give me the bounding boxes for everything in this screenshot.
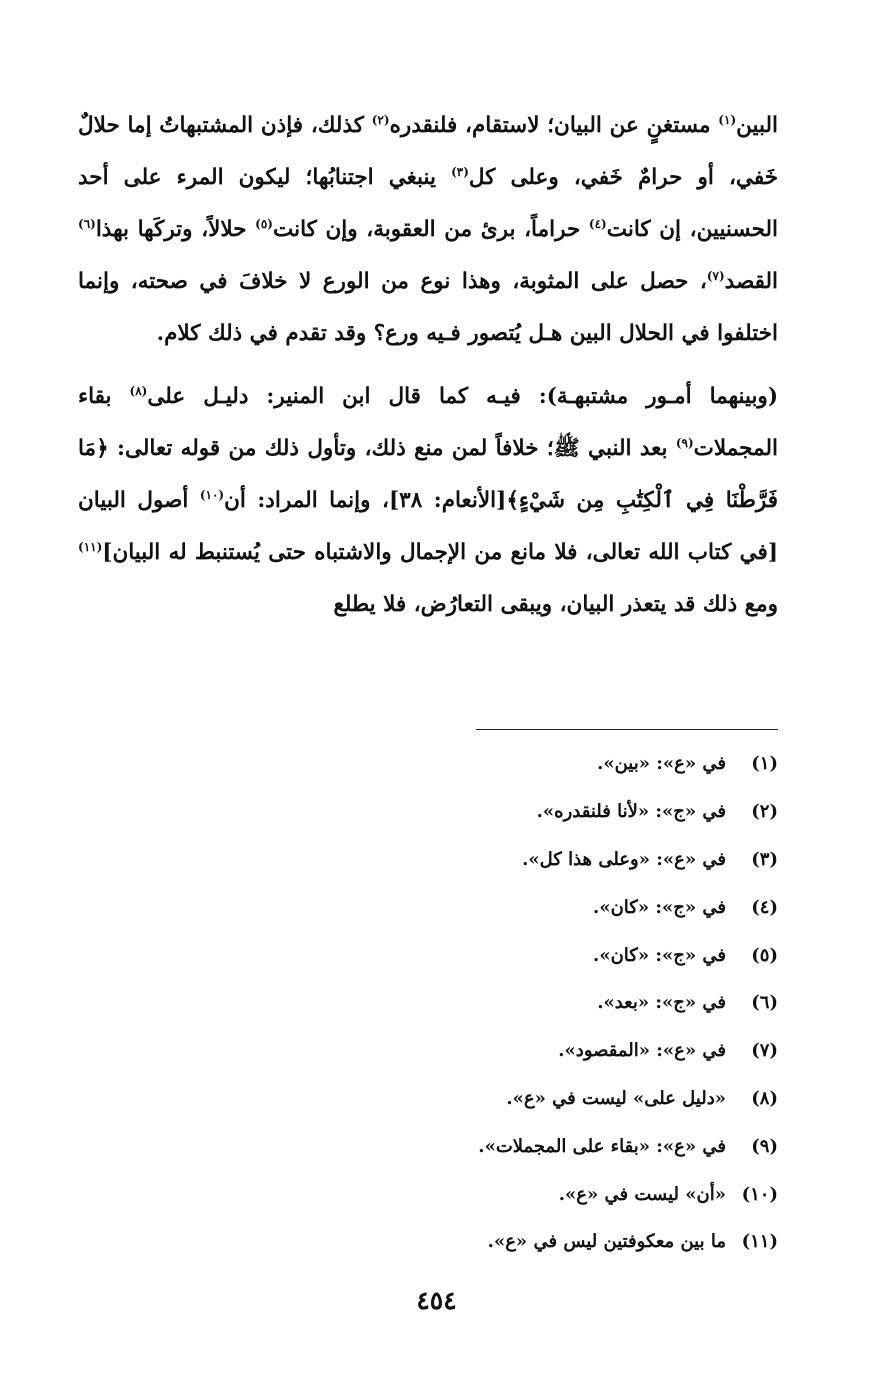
footnote xyxy=(358,931,778,979)
footnote-ref-6: (٦) xyxy=(78,216,96,231)
text-segment: ينبغي اجتنابُها؛ ليكون المرء على أحد الحسنيين، إن كانت xyxy=(78,165,778,242)
footnote-text: «أن» ليست في «ع». xyxy=(558,1183,726,1205)
footnote-number: (١) xyxy=(751,753,778,775)
text-segment: حراماً، برئ من العقوبة، وإن كانت xyxy=(272,217,589,242)
footnote-ref-3: (٣) xyxy=(451,164,469,179)
footnote-separator xyxy=(476,729,778,730)
footnote-number: (١١) xyxy=(741,1231,778,1253)
footnote xyxy=(358,788,778,836)
footnote xyxy=(358,740,778,788)
footnote-ref-10: (١٠) xyxy=(199,487,225,502)
text-segment: بعد النبي ﷺ؛ خلافاً لمن منع ذلك، وتأول ذلك من قوله تعالى: xyxy=(108,436,676,461)
text-segment: ومع ذلك قد يتعذر البيان، ويبقى التعارُض، فلا يطلع xyxy=(333,592,778,617)
footnote-number: (٧) xyxy=(751,1040,778,1062)
footnote-number: (١٠) xyxy=(741,1183,778,1205)
text-segment: ، وإنما المراد: أن xyxy=(224,488,389,513)
paragraph-2 xyxy=(78,371,778,631)
footnote-text: في «ع»: «بقاء على المجملات». xyxy=(478,1135,726,1157)
text-segment: حلالاً، وتركَها بهذا xyxy=(95,217,256,242)
text-segment: كذلك، فإذن المشتبهاتُ إما حلالٌ خَفي، أو حرامٌ خَفي، وعلى كل xyxy=(78,113,778,190)
footnote-text: في «ج»: «لأنا فلنقدره». xyxy=(536,801,726,823)
quran-verse: ﴿مَا فَرَّطْنَا فِي ٱلْكِتَٰبِ مِن شَيْءٍ﴾ xyxy=(78,436,778,513)
footnote-number: (٤) xyxy=(751,896,778,918)
footnote-text: في «ع»: «بين». xyxy=(597,753,726,775)
footnote xyxy=(358,836,778,884)
footnote-ref-4: (٤) xyxy=(588,216,607,231)
footnote-text: «دليل على» ليست في «ع». xyxy=(506,1087,726,1109)
text-segment: مستغنٍ عن البيان؛ لاستقام، فلنقدره xyxy=(389,113,719,138)
footnote-number: (٩) xyxy=(751,1135,778,1157)
footnote-ref-5: (٥) xyxy=(255,216,273,231)
verse-reference: [الأنعام: ٣٨] xyxy=(388,488,507,513)
footnote-ref-1: (١) xyxy=(718,112,737,127)
footnote-ref-2: (٢) xyxy=(371,112,390,127)
footnote-text: في «ع»: «المقصود». xyxy=(558,1040,726,1062)
footnote-text: ما بين معكوفتين ليس في «ع». xyxy=(487,1231,726,1253)
text-segment: البين xyxy=(736,113,778,138)
footnote xyxy=(358,883,778,931)
paragraph-1 xyxy=(78,100,778,360)
footnotes-list xyxy=(358,740,778,1266)
footnote-ref-7: (٧) xyxy=(706,268,725,283)
footnote-number: (٦) xyxy=(751,992,778,1014)
text-segment: (وبينهما أمـور مشتبهـة): فيـه كما قال ابن المنير: دليـل على xyxy=(147,384,778,409)
footnote-text: في «ج»: «كان». xyxy=(593,944,726,966)
footnote-number: (٣) xyxy=(751,848,778,870)
footnote-ref-9: (٩) xyxy=(675,435,694,450)
text-segment: القصد xyxy=(724,269,778,294)
footnote-text: في «ج»: «بعد». xyxy=(597,992,726,1014)
text-segment: ، حصل على المثوبة، وهذا نوع من الورع لا خلافَ في صحته، وإنما اختلفوا في الحلال البين هـل يُتصور فـيه ورع؟ وقد تقدم في ذلك كلام. xyxy=(78,269,778,346)
footnote xyxy=(358,1027,778,1075)
footnote-ref-11: (١١) xyxy=(78,539,103,554)
footnote xyxy=(358,1075,778,1123)
footnote-text: في «ع»: «وعلى هذا كل». xyxy=(522,848,726,870)
footnote xyxy=(358,1122,778,1170)
footnote-ref-8: (٨) xyxy=(129,383,148,398)
footnote xyxy=(358,1218,778,1266)
main-text xyxy=(78,100,778,631)
footnote xyxy=(358,1170,778,1218)
footnote-number: (٨) xyxy=(751,1087,778,1109)
footnote-text: في «ج»: «كان». xyxy=(593,896,726,918)
footnote-number: (٥) xyxy=(751,944,778,966)
text-segment: أصول البيان [في كتاب الله تعالى، فلا مانع من الإجمال والاشتباه حتى يُستنبط له البيان] xyxy=(78,488,778,565)
footnote xyxy=(358,979,778,1027)
footnote-number: (٢) xyxy=(751,801,778,823)
page-number: ٤٥٤ xyxy=(416,1286,457,1315)
text-segment: بقاء المجملات xyxy=(78,384,778,461)
